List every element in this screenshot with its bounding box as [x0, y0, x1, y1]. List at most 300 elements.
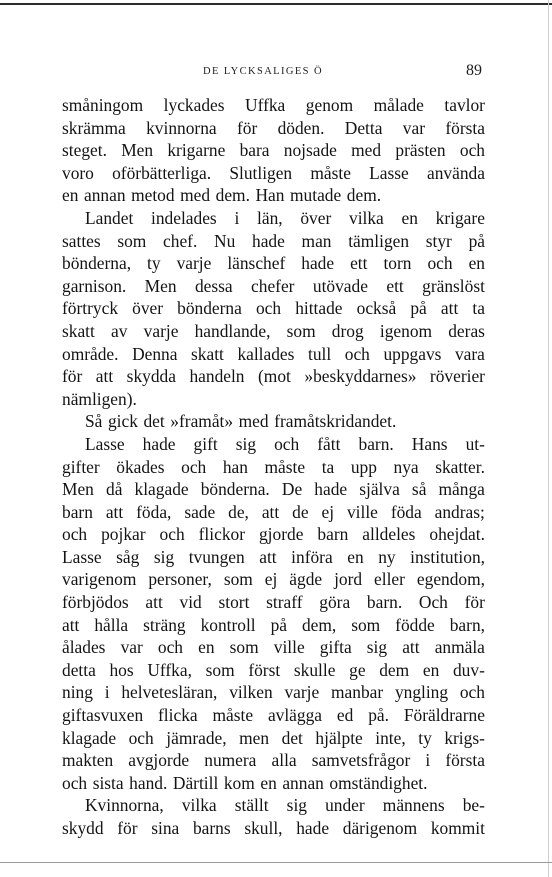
- text-line: [62, 343, 485, 366]
- word: barns: [192, 818, 231, 838]
- word: pojkar: [101, 524, 146, 545]
- word: flicka: [158, 705, 198, 726]
- word: andras;: [434, 501, 485, 522]
- word: drog: [331, 320, 364, 341]
- word: straff: [266, 592, 303, 613]
- word: ålades: [62, 637, 106, 658]
- word: garnison.: [62, 275, 127, 296]
- word: sig: [153, 546, 175, 567]
- word: sina: [151, 818, 180, 838]
- word: giftasvuxen: [62, 705, 144, 726]
- word: förtryck: [62, 298, 119, 319]
- word: vara: [454, 343, 485, 364]
- word: hos: [109, 659, 134, 680]
- word: hittade: [295, 298, 343, 319]
- word: skull,: [244, 818, 283, 838]
- word: Men: [144, 275, 177, 296]
- word: hålla: [94, 614, 129, 635]
- word: personer,: [148, 569, 212, 590]
- word: med: [238, 411, 269, 432]
- word: de: [292, 501, 309, 522]
- word: under: [325, 795, 365, 816]
- word: och: [255, 298, 282, 319]
- word: då: [106, 479, 123, 500]
- word: göra: [319, 592, 351, 613]
- text-line: [62, 523, 485, 546]
- word: prästen: [395, 140, 446, 161]
- word: Nu: [214, 230, 236, 251]
- word: många: [438, 479, 485, 500]
- word: och: [181, 456, 207, 477]
- word: samvetsfrågor: [311, 750, 411, 771]
- word: och: [274, 433, 300, 454]
- word: nojsade: [283, 140, 337, 161]
- word: skatt: [191, 343, 224, 364]
- word: ett: [350, 253, 368, 274]
- running-title: DE LYCKSALIGES Ö: [203, 66, 323, 77]
- word: annan: [282, 772, 324, 793]
- text-line: [62, 727, 485, 750]
- word: själva: [359, 479, 400, 500]
- word: tavlor: [444, 95, 485, 115]
- word: på.: [368, 705, 389, 726]
- word: över: [132, 298, 164, 319]
- word: Och: [418, 592, 448, 613]
- word: anmäla: [434, 637, 485, 658]
- word: en: [62, 185, 79, 206]
- word: en: [401, 207, 418, 228]
- text-line: [62, 546, 485, 569]
- word: en: [198, 637, 215, 658]
- word: ökades: [116, 456, 165, 477]
- text-line: [62, 388, 485, 411]
- word: på: [468, 230, 485, 251]
- word: skydda: [126, 366, 176, 387]
- word: döden.: [277, 117, 325, 138]
- text-line: [62, 772, 485, 795]
- word: för: [464, 592, 485, 613]
- word: bönderna: [177, 298, 242, 319]
- word: Men: [121, 140, 154, 161]
- word: oförbätterliga.: [112, 162, 212, 183]
- word: varje: [284, 682, 320, 703]
- word: varje: [143, 320, 179, 341]
- word: (mot: [258, 366, 291, 387]
- word: ville: [346, 501, 378, 522]
- word: skulle: [293, 659, 336, 680]
- word: fått: [317, 433, 341, 454]
- word: tvungen: [188, 546, 245, 567]
- word: gjorde: [258, 524, 304, 545]
- word: Detta: [344, 117, 383, 138]
- word: som: [117, 230, 147, 251]
- word: barn,: [449, 614, 485, 635]
- word: hade: [252, 230, 285, 251]
- word: hade: [301, 253, 335, 274]
- text-line: [62, 704, 485, 727]
- word: för: [62, 366, 83, 387]
- word: att: [261, 501, 280, 522]
- word: jord: [334, 569, 363, 590]
- word: i: [234, 207, 240, 228]
- word: måste: [264, 456, 306, 477]
- word: ägde: [289, 569, 323, 590]
- word: chef.: [163, 230, 198, 251]
- word: eller: [374, 569, 405, 590]
- word: var: [120, 637, 143, 658]
- word: dessa: [194, 275, 233, 296]
- word: att: [259, 546, 277, 567]
- word: skydd: [62, 818, 104, 838]
- word: vilka: [181, 795, 217, 816]
- word: länschef: [227, 253, 286, 274]
- word: handeln: [189, 366, 245, 387]
- text-line: [62, 410, 485, 433]
- word: lyckades: [163, 95, 225, 115]
- word: Föräldrarne: [403, 705, 485, 726]
- scan-edge-bottom: [0, 862, 552, 863]
- word: så: [411, 479, 427, 500]
- word: steget.: [62, 140, 107, 161]
- word: Uffka: [245, 95, 286, 115]
- word: skrämma: [62, 117, 126, 138]
- word: hade: [142, 433, 176, 454]
- word: sträng: [143, 614, 186, 635]
- word: skatt: [62, 320, 95, 341]
- text-line: [62, 636, 485, 659]
- text-line: [62, 614, 485, 637]
- word: flickor: [198, 524, 245, 545]
- text-line: [62, 681, 485, 704]
- word: be-: [462, 795, 485, 816]
- word: län,: [257, 207, 283, 228]
- word: som: [205, 659, 235, 680]
- word: dem.: [215, 185, 250, 206]
- word: makten: [62, 750, 114, 771]
- word: Hans: [411, 433, 448, 454]
- word: vilka: [349, 207, 384, 228]
- word: att: [402, 637, 420, 658]
- word: gick: [107, 411, 138, 432]
- word: inte,: [375, 727, 406, 748]
- word: och: [159, 524, 185, 545]
- word: Denna: [132, 343, 178, 364]
- word: en: [260, 772, 277, 793]
- word: i: [425, 750, 431, 771]
- text-line: [62, 297, 485, 320]
- word: ning: [62, 682, 93, 703]
- word: sista: [92, 772, 124, 793]
- word: helvetesläran,: [121, 682, 218, 703]
- body-text: [62, 94, 485, 840]
- word: använda: [426, 162, 485, 183]
- word: ny: [378, 546, 396, 567]
- word: deras: [448, 320, 485, 341]
- word: av: [111, 320, 128, 341]
- word: och: [427, 253, 453, 274]
- word: De: [281, 479, 303, 500]
- word: avgjorde: [128, 750, 190, 771]
- word: och: [62, 772, 88, 793]
- word: införa: [291, 546, 333, 567]
- word: Lasse: [85, 433, 125, 454]
- word: en: [347, 546, 364, 567]
- word: klagade: [62, 727, 117, 748]
- word: torn: [383, 253, 412, 274]
- word: chefer: [251, 275, 295, 296]
- word: kvinnorna: [146, 117, 217, 138]
- word: för: [117, 818, 138, 838]
- word: kontroll: [200, 614, 256, 635]
- word: varigenom: [62, 569, 137, 590]
- text-line: [62, 433, 485, 456]
- word: ge: [349, 659, 366, 680]
- text-line: [62, 794, 485, 817]
- word: föda,: [136, 501, 172, 522]
- word: Han: [255, 185, 285, 206]
- text-line: [62, 501, 485, 524]
- word: det: [143, 411, 165, 432]
- word: dem,: [301, 614, 337, 635]
- word: att: [62, 614, 80, 635]
- word: vid: [179, 592, 202, 613]
- word: bara: [239, 140, 270, 161]
- text-line: [62, 659, 485, 682]
- word: sade: [184, 501, 216, 522]
- text-line: [62, 230, 485, 253]
- word: sig: [366, 637, 388, 658]
- word: detta: [62, 659, 96, 680]
- word: egendom,: [416, 569, 485, 590]
- word: och: [344, 343, 370, 364]
- text-line: [62, 207, 485, 230]
- word: dem: [379, 659, 410, 680]
- word: Uffka,: [147, 659, 192, 680]
- word: att: [105, 501, 124, 522]
- word: tull: [307, 343, 332, 364]
- word: område.: [62, 343, 119, 364]
- word: första: [445, 750, 485, 771]
- word: barn: [317, 524, 349, 545]
- text-line: [62, 749, 485, 772]
- word: barn: [62, 501, 93, 522]
- word: skatter.: [435, 456, 485, 477]
- word: också: [356, 298, 397, 319]
- word: Slutligen: [229, 162, 293, 183]
- text-line: [62, 94, 485, 117]
- word: indelades: [151, 207, 217, 228]
- word: och: [128, 727, 154, 748]
- word: upp: [350, 456, 377, 477]
- text-line: [62, 817, 485, 840]
- word: att: [440, 298, 459, 319]
- word: handlande,: [194, 320, 271, 341]
- word: Men: [62, 479, 94, 500]
- text-line: [62, 591, 485, 614]
- word: som: [223, 569, 253, 590]
- word: med: [180, 185, 211, 206]
- word: ville: [273, 637, 305, 658]
- word: målade: [373, 95, 424, 115]
- word: kallades: [237, 343, 295, 364]
- word: som: [229, 637, 259, 658]
- word: Landet: [85, 207, 134, 228]
- text-line: [62, 139, 485, 162]
- word: krigare: [435, 207, 485, 228]
- word: gift: [193, 433, 218, 454]
- word: metod: [131, 185, 175, 206]
- text-line: [62, 275, 485, 298]
- word: ty: [147, 253, 161, 274]
- word: och: [459, 682, 485, 703]
- word: att: [95, 366, 114, 387]
- word: såg: [116, 546, 140, 567]
- word: framåtskridandet.: [274, 411, 397, 432]
- word: ed: [336, 705, 354, 726]
- word: det: [281, 727, 303, 748]
- word: bönderna.: [200, 479, 270, 500]
- word: en: [422, 659, 440, 680]
- word: stort: [218, 592, 250, 613]
- word: Kvinnorna,: [85, 795, 164, 816]
- word: att: [145, 592, 163, 613]
- word: ty: [418, 727, 432, 748]
- word: omständighet.: [329, 772, 428, 793]
- word: sattes: [62, 230, 101, 251]
- word: förbjödos: [62, 592, 129, 613]
- word: i: [104, 682, 110, 703]
- word: röverier: [429, 366, 485, 387]
- word: dem.: [346, 185, 382, 206]
- word: gränslöst: [422, 275, 485, 296]
- word: gifter: [62, 456, 100, 477]
- word: gifta: [319, 637, 352, 658]
- word: måste: [212, 705, 254, 726]
- word: styr: [425, 230, 452, 251]
- word: klagade: [134, 479, 189, 500]
- word: hade: [296, 818, 330, 838]
- word: ställt: [234, 795, 269, 816]
- word: första: [445, 117, 485, 138]
- word: på: [410, 298, 427, 319]
- word: ett: [386, 275, 404, 296]
- word: alla: [271, 750, 297, 771]
- word: krigs-: [444, 727, 485, 748]
- word: ta: [472, 298, 485, 319]
- text-line: [62, 478, 485, 501]
- text-line: [62, 252, 485, 275]
- word: vilken: [229, 682, 273, 703]
- word: numera: [204, 750, 257, 771]
- word: med: [351, 140, 382, 161]
- word: Därtill: [172, 772, 219, 793]
- word: barn.: [358, 433, 394, 454]
- word: Lasse: [62, 546, 102, 567]
- text-line: [62, 365, 485, 388]
- word: avlägga: [267, 705, 323, 726]
- word: de,: [228, 501, 249, 522]
- word: nämligen).: [62, 388, 137, 409]
- word: mutade: [290, 185, 342, 206]
- word: en: [468, 253, 485, 274]
- word: tämligen: [348, 230, 410, 251]
- word: först: [248, 659, 281, 680]
- word: nya: [393, 456, 419, 477]
- word: och: [157, 637, 184, 658]
- text-line: [62, 568, 485, 591]
- word: och: [459, 140, 485, 161]
- word: föda: [390, 501, 422, 522]
- scan-edge-top: [0, 3, 552, 5]
- page-number: 89: [466, 62, 482, 79]
- word: på: [270, 614, 288, 635]
- word: som: [351, 614, 381, 635]
- scan-edge-right: [548, 0, 549, 877]
- text-line: [62, 117, 485, 140]
- word: hand.: [129, 772, 168, 793]
- word: utövade: [312, 275, 368, 296]
- word: barn.: [366, 592, 403, 613]
- word: ej: [264, 569, 278, 590]
- word: var: [402, 117, 426, 138]
- word: ohejdat.: [429, 524, 485, 545]
- word: över: [300, 207, 332, 228]
- word: hade: [314, 479, 348, 500]
- text-line: [62, 456, 485, 479]
- word: annan: [83, 185, 126, 206]
- word: kommit: [430, 818, 485, 838]
- word: födde: [395, 614, 435, 635]
- word: Lasse: [369, 162, 409, 183]
- word: men: [239, 727, 270, 748]
- word: ut-: [465, 433, 485, 454]
- word: för: [236, 117, 258, 138]
- word: ta: [321, 456, 335, 477]
- word: »beskyddarnes»: [304, 366, 417, 387]
- word: småningom: [62, 95, 144, 115]
- word: kom: [223, 772, 255, 793]
- word: uppgavs: [383, 343, 442, 364]
- word: måste: [310, 162, 351, 183]
- word: manbar: [331, 682, 384, 703]
- word: och: [62, 524, 88, 545]
- text-line: [62, 320, 485, 343]
- word: Så: [85, 411, 103, 432]
- word: igenom: [379, 320, 433, 341]
- word: voro: [62, 162, 94, 183]
- word: institution,: [410, 546, 485, 567]
- word: därigenom: [342, 818, 418, 838]
- word: sig: [235, 433, 257, 454]
- word: »framåt»: [170, 411, 234, 432]
- word: krigarne: [167, 140, 226, 161]
- word: hjälpte: [315, 727, 363, 748]
- word: ej: [321, 501, 335, 522]
- word: yngling: [394, 682, 449, 703]
- word: duv-: [452, 659, 485, 680]
- word: varje: [176, 253, 212, 274]
- word: sig: [286, 795, 307, 816]
- text-line: [62, 184, 485, 207]
- running-head: [0, 62, 552, 82]
- word: man: [301, 230, 332, 251]
- word: som: [286, 320, 316, 341]
- word: han: [222, 456, 248, 477]
- word: alldeles: [362, 524, 416, 545]
- word: männens: [382, 795, 445, 816]
- word: bönderna,: [62, 253, 132, 274]
- text-line: [62, 162, 485, 185]
